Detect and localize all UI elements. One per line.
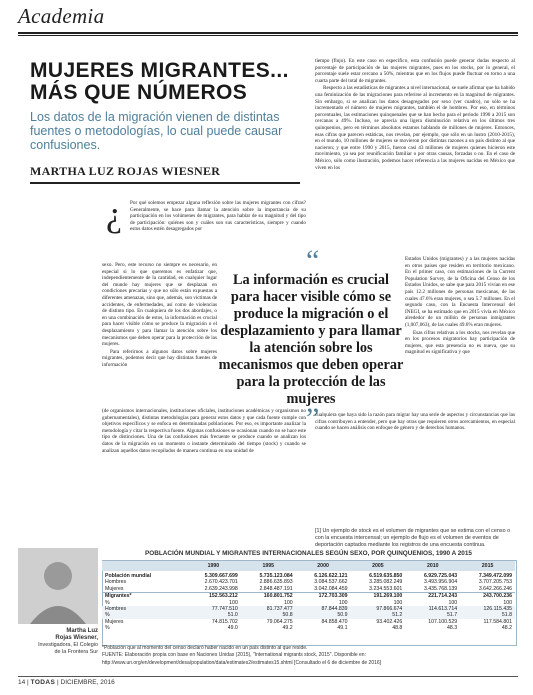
table-cell: 84.858.470	[321, 618, 348, 625]
author-bio-role: de la Frontera Sur	[54, 649, 98, 655]
table-cell: 221.714.243	[405, 593, 460, 600]
table-row-label: %	[105, 599, 110, 606]
footer-rule	[18, 676, 518, 677]
table-header-year: 2005	[350, 561, 405, 571]
table-cell: 114.613.714	[405, 606, 460, 612]
table-cell: 100	[393, 599, 403, 606]
page-number: 14	[18, 679, 26, 686]
author-photo-image	[18, 548, 98, 624]
table-cell: 49.2	[282, 625, 293, 632]
table-header-year: 2010	[405, 561, 460, 571]
table-cell: 2.886.635.893	[259, 579, 293, 586]
table-cell: 93.402.426	[376, 618, 403, 625]
table-cell: 6.519.635.850	[369, 573, 403, 579]
table-cell: 5.309.667.699	[204, 573, 238, 579]
footer-separator: |	[27, 679, 29, 686]
table-header-year: 1995	[241, 561, 296, 571]
article-subtitle: Los datos de la migración vienen de distintas fuentes o metodologías, lo cual puede causar confusiones.	[30, 110, 283, 152]
table-cell: 3.642.266.246	[478, 585, 512, 592]
table-row-label: Hombres	[102, 606, 186, 612]
table-cell: 50.9	[296, 612, 351, 618]
table-cell: 191.269.100	[350, 593, 405, 600]
author-bio-name: Martha Luz	[66, 628, 98, 634]
table-cell: 3.042.084.459	[314, 585, 348, 592]
table-row-label: %	[102, 612, 186, 618]
body-column-left-middle	[102, 262, 217, 412]
table-title: POBLACIÓN MUNDIAL Y MIGRANTES INTERNACIONALES SEGÚN SEXO, POR QUINQUENIOS, 1990 A 2015	[145, 550, 472, 557]
table-cell: 50.8	[241, 612, 296, 618]
table-cell: 2.848.487.191	[259, 585, 293, 592]
section-rule-thin	[18, 35, 518, 36]
paragraph: sexo. Pero, este recurso no siempre es necesario, en especial si lo que queremos es enfatizar que, independientemente de la cantidad, en cualquier lugar del mundo hay mujeres que se desplazan en condiciones precarias y que no sólo están expuestas a diferentes amenazas, sino que, además, son víctimas de accidentes, de enfermedades, así como de violencias de distinto tipo. En cualquiera de los dos abordajes, o en una combinación de estos, la información es crucial para hacer visible cómo se produce la migración o el desplazamiento y para llamar la atención sobre los mecanismos que deben operar para la protección de las mujeres.	[102, 262, 217, 348]
table-cell: 126.115.435	[460, 606, 515, 612]
table-cell: 77.747.510	[186, 606, 241, 612]
table-cell: 51.8	[460, 612, 515, 618]
table-cell: 3.435.768.139	[423, 585, 458, 592]
table-cell: 51.7	[405, 612, 460, 618]
table-footnote	[102, 645, 515, 667]
paragraph: Estados Unidos (migrantes) y a las mujeres nacidas en otros países que residen en territorio mexicano. En el primer caso, con estimaciones de la Current Population Survey, de la Oficina del Censo de los Estados Unidos, se sabe que para 2015 vivían en ese país 12.2 millones de personas mexicanas, de las cuales 47.6% eran mujeres, o sea 5.7 millones. En el segundo caso, con la Encuesta Intercensal del INEGI, se ha estimado que en 2015 vivía en México alrededor de un millón de personas inmigrantes (1,007,063), de las cuales 49.6% eran mujeres.	[405, 256, 515, 328]
table-cell: 6.929.725.043	[423, 573, 458, 579]
table-cell: 81.737.477	[241, 606, 296, 612]
table-cell: 49.0	[227, 625, 238, 632]
section-rule	[18, 32, 518, 34]
paragraph: Por qué solemos empezar alguna reflexión sobre las mujeres migrantes con cifras? Generalmente, se hace para llamar la atención sobre la importancia de su participación en los volúmenes de migrantes, para hablar de su magnitud y del tipo de participación: quiénes son y cuáles son sus características, siempre y cuando estos datos estén desagregados por	[130, 200, 306, 233]
table-cell: 49.1	[337, 625, 348, 632]
quote-open-mark: “	[306, 244, 320, 277]
author-bio-role: Investigadora, El Colegio	[38, 642, 98, 648]
page-footer	[18, 679, 115, 686]
table-cell: 100	[503, 599, 512, 606]
table-row-label: Hombres	[105, 579, 127, 586]
table-cell: 74.815.702	[211, 618, 238, 625]
body-column-right-middle	[405, 256, 515, 416]
table-cell: 160.801.752	[241, 593, 296, 600]
table-cell: 48.3	[447, 625, 458, 632]
table-header-year: 1990	[186, 561, 241, 571]
table-cell: 51.2	[350, 612, 405, 618]
paragraph: tiempo (flujo). En este caso en específico, esta confusión puede generar dudas respecto al porcentaje de participación de las mujeres migrantes, pues en los stocks, por lo general, el porcentaje suele estar cercano a 50%, mientras que en los flujos puede fluctuar en torno a una cuarta parte del total de migrantes.	[315, 58, 515, 84]
table-cell: 7.349.472.099	[478, 573, 512, 579]
table-cell: 48.2	[501, 625, 512, 632]
footnote-line: FUENTE: Elaboración propia con base en Naciones Unidas (2015), "International migrants stock, 2015". Disponible en:	[102, 652, 366, 659]
population-table	[102, 561, 515, 632]
table-cell: 3.234.553.601	[369, 585, 403, 592]
table-cell: 100	[338, 599, 348, 606]
table-row-label: %	[105, 625, 110, 632]
table-cell: 3.493.956.904	[423, 579, 458, 586]
paragraph: Respecto a las estadísticas de migrantes a nivel internacional, se suele afirmar que ha habido una feminización de las migraciones para referirse al incremento en la magnitud de migrantes. Sin embargo, si se analizan los datos desagregados por sexo (ver cuadro), no sólo se ha incrementado el número de mujeres migrantes, también el de hombres. Por eso, en términos porcentuales, las estimaciones quinquenales que se han hecho para el periodo 1990 a 2015 son cercanas a 49%. Incluso, se aprecia una ligera disminución relativa en los últimos tres quinquenios, pero en términos absolutos estamos hablando de millones de mujeres. Entonces, esas cifras que parecen estáticas, nos revelan, por ejemplo, que sólo en un lustro (2010-2015), en el mundo, 10 millones de mujeres se movieron por distintas razones a un país distinto al que nacieron; y que entre 1990 y 2015, fueron casi 43 millones de mujeres quienes hicieron este movimiento, ya sea por reunificación familiar o por otras causas, forzadas o no. En el caso de México, sólo como ilustración, podemos hacer referencia a las mujeres nacidas en México que viven en los	[315, 85, 515, 171]
table-cell: 117.584.801	[483, 618, 512, 625]
table-cell: 5.735.123.084	[259, 573, 293, 579]
article-title	[30, 60, 290, 104]
table-cell: 107.100.529	[428, 618, 458, 625]
footnote-link: http://www.un.org/en/development/desa/population/data/estimates2/estimates15.shtml [Consultado el 6 de diciembre de 2016]	[102, 659, 382, 666]
quote-close-mark: ”	[306, 402, 320, 435]
table-header-year: 2015	[460, 561, 515, 571]
table-cell: 51.0	[186, 612, 241, 618]
table-cell: 152.563.212	[186, 593, 241, 600]
issue-date: DICIEMBRE, 2016	[60, 679, 115, 686]
table-cell: 87.844.839	[296, 606, 351, 612]
table-cell: 3.707.205.753	[478, 579, 512, 586]
title-line-2: MÁS QUE NÚMEROS	[30, 81, 248, 104]
footer-separator: |	[57, 679, 59, 686]
table-cell: 100	[229, 599, 238, 606]
table-body	[102, 571, 515, 632]
table-row	[102, 586, 515, 593]
paragraph: cualquiera que haya sido la razón para migrar hay una serie de aspectos y circunstancias que las cifras contribuyen a entender, pero que hay otras que requieren otros acercamientos, en especial cuando se hacen análisis con enfoque de género y de derechos humanos.	[315, 412, 515, 432]
paragraph: (de organismos internacionales, instituciones oficiales, instituciones académicas y organismos no gubernamentales), distintas metodologías para generar estos datos y que cada fuente cumple con objetivos específicos y se enfoca en determinadas poblaciones. Por eso, es importante analizar la metodología y citar la respectiva fuente. Algunas confusiones se ocasionan cuando no se hace este tipo de distinciones. Una de las confusiones más frecuente se produce cuando se analizan los datos de la migración en un momento o instante determinado del tiempo (stock) y cuando se analizan aquellos datos recopilados de manera continua en una unidad de	[102, 408, 306, 454]
table-header-row	[102, 561, 515, 571]
table-header-label	[102, 561, 186, 571]
pull-quote: La información es crucial para hacer visible cómo se produce la migración o el desplazamiento y para llamar la atención sobre los mecanismos que deben operar para la protección de las mujeres	[218, 272, 404, 407]
table-row	[102, 593, 515, 600]
table-cell: 48.8	[392, 625, 403, 632]
table-row-label: Población mundial	[105, 573, 152, 579]
table-cell: 2.670.423.701	[204, 579, 238, 586]
table-header-year: 2000	[296, 561, 351, 571]
table-cell: 3.084.537.662	[314, 579, 348, 586]
table-cell: 243.700.236	[460, 593, 515, 600]
table-cell: 97.866.674	[350, 606, 405, 612]
table-cell: 79.064.275	[266, 618, 293, 625]
article-author: MARTHA LUZ ROJAS WIESNER	[30, 164, 221, 178]
paragraph: Para referirnos a algunos datos sobre mujeres migrantes, podemos decir que hay distintas fuentes de información	[102, 348, 217, 368]
drop-cap: ¿	[106, 194, 122, 234]
title-line-1: MUJERES MIGRANTES...	[30, 59, 289, 82]
body-column-left-intro	[130, 200, 306, 262]
author-bio-name: Rojas Wiesner,	[55, 635, 98, 641]
author-rule	[30, 182, 300, 184]
body-column-left-bottom	[102, 408, 306, 528]
table-cell: 172.703.309	[296, 593, 351, 600]
author-photo	[18, 548, 98, 624]
magazine-name: TODAS	[30, 679, 56, 686]
table-row-label: Migrantes*	[102, 593, 186, 600]
table-cell: 2.639.243.998	[204, 585, 238, 592]
table-row-label: Mujeres	[105, 618, 124, 625]
table-row-label: Mujeres	[105, 585, 124, 592]
footnote-line: *Población que al momento del censo declaró haber nacido en un país distinto al que reside.	[102, 645, 308, 651]
section-label: Academia	[18, 4, 105, 28]
body-column-right-bottom	[315, 412, 515, 528]
body-column-right-top	[315, 58, 515, 256]
table-row	[102, 625, 515, 631]
table-cell: 3.285.082.249	[369, 579, 403, 586]
table-row	[102, 571, 515, 579]
table-cell: 6.126.622.121	[314, 573, 348, 579]
table-cell: 100	[284, 599, 293, 606]
author-bio	[18, 628, 98, 656]
table-cell: 100	[448, 599, 458, 606]
paragraph: Esas cifras relativas a los stocks, nos revelan que en los procesos migratorios hay participación de mujeres, que esta presencia no es nueva, que su magnitud es significativa y que	[405, 329, 515, 356]
article-note: [1] Un ejemplo de stock es el volumen de migrantes que se estima con el censo o con la encuesta intercensal; un ejemplo de flujo es el volumen de eventos de deportación captados mediante los registros de una encuesta continua.	[315, 528, 511, 548]
